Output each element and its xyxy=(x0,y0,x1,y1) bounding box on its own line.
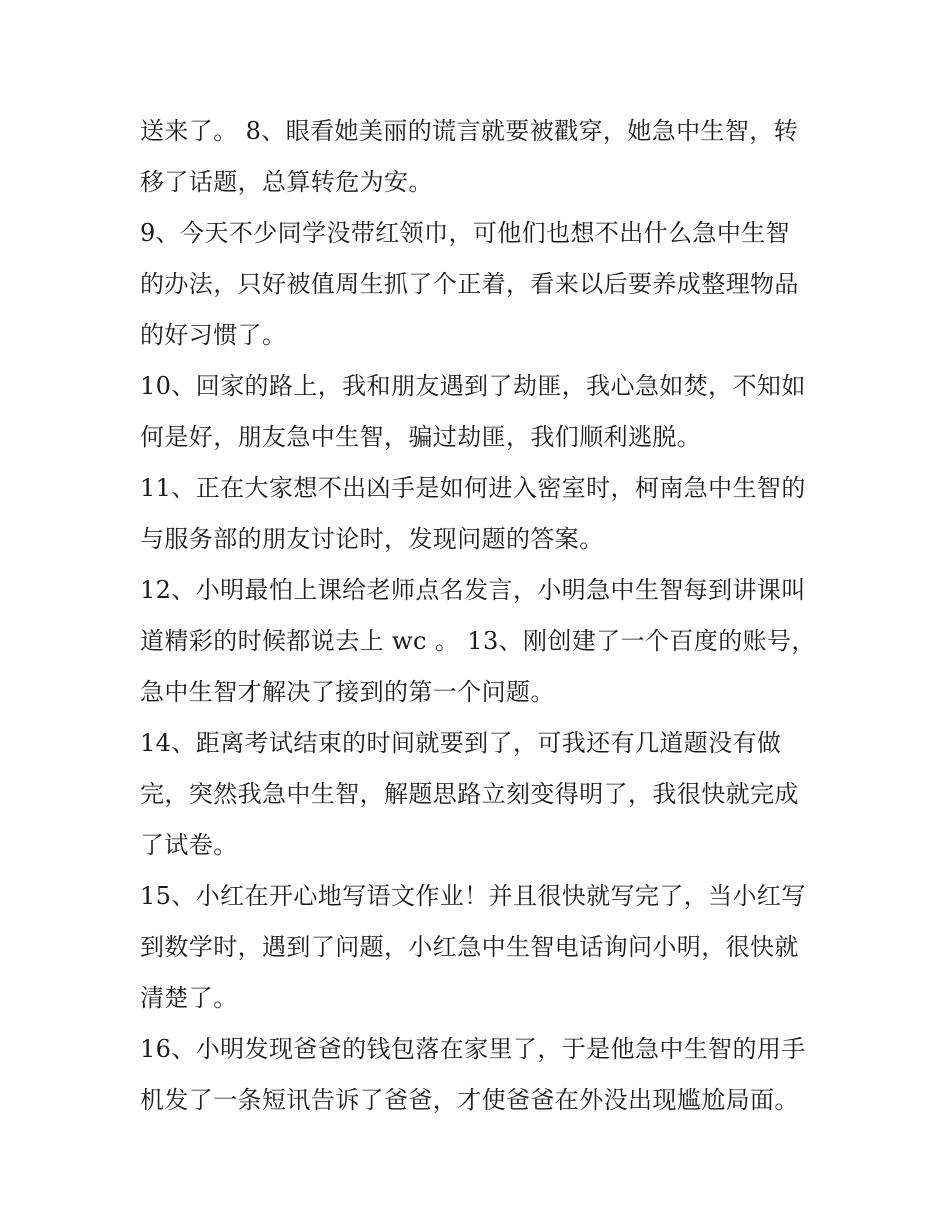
text-line: 急中生智才解决了接到的第一个问题。 xyxy=(140,678,555,706)
text-line: 完，突然我急中生智，解题思路立刻变得明了，我很快就完成 xyxy=(140,780,799,808)
document-body xyxy=(140,106,820,1126)
text-line: 送来了。 8、眼看她美丽的谎言就要被戳穿，她急中生智，转 xyxy=(140,117,799,145)
text-line: 道精彩的时候都说去上 wc 。 13、刚创建了一个百度的账号， xyxy=(140,627,816,655)
text-line: 何是好，朋友急中生智，骗过劫匪，我们顺利逃脱。 xyxy=(140,423,702,451)
text-line: 的办法，只好被值周生抓了个正着，看来以后要养成整理物品 xyxy=(140,270,799,298)
text-line: 14、距离考试结束的时间就要到了，可我还有几道题没有做 xyxy=(140,729,782,757)
text-line: 了试卷。 xyxy=(140,831,238,859)
text-line: 12、小明最怕上课给老师点名发言，小明急中生智每到讲课叫 xyxy=(140,576,806,604)
text-line: 机发了一条短讯告诉了爸爸，才使爸爸在外没出现尴尬局面。 xyxy=(140,1086,799,1114)
text-line: 15、小红在开心地写语文作业！并且很快就写完了，当小红写 xyxy=(140,882,806,910)
text-line: 10、回家的路上，我和朋友遇到了劫匪，我心急如焚，不知如 xyxy=(140,372,806,400)
text-line: 的好习惯了。 xyxy=(140,321,287,349)
text-line: 9、今天不少同学没带红领巾，可他们也想不出什么急中生智 xyxy=(140,219,791,247)
text-line: 清楚了。 xyxy=(140,984,238,1012)
text-line: 16、小明发现爸爸的钱包落在家里了，于是他急中生智的用手 xyxy=(140,1035,806,1063)
text-line: 11、正在大家想不出凶手是如何进入密室时，柯南急中生智的 xyxy=(140,474,806,502)
text-line: 到数学时，遇到了问题，小红急中生智电话询问小明，很快就 xyxy=(140,933,799,961)
text-line: 移了话题，总算转危为安。 xyxy=(140,168,433,196)
text-line: 与服务部的朋友讨论时，发现问题的答案。 xyxy=(140,525,604,553)
